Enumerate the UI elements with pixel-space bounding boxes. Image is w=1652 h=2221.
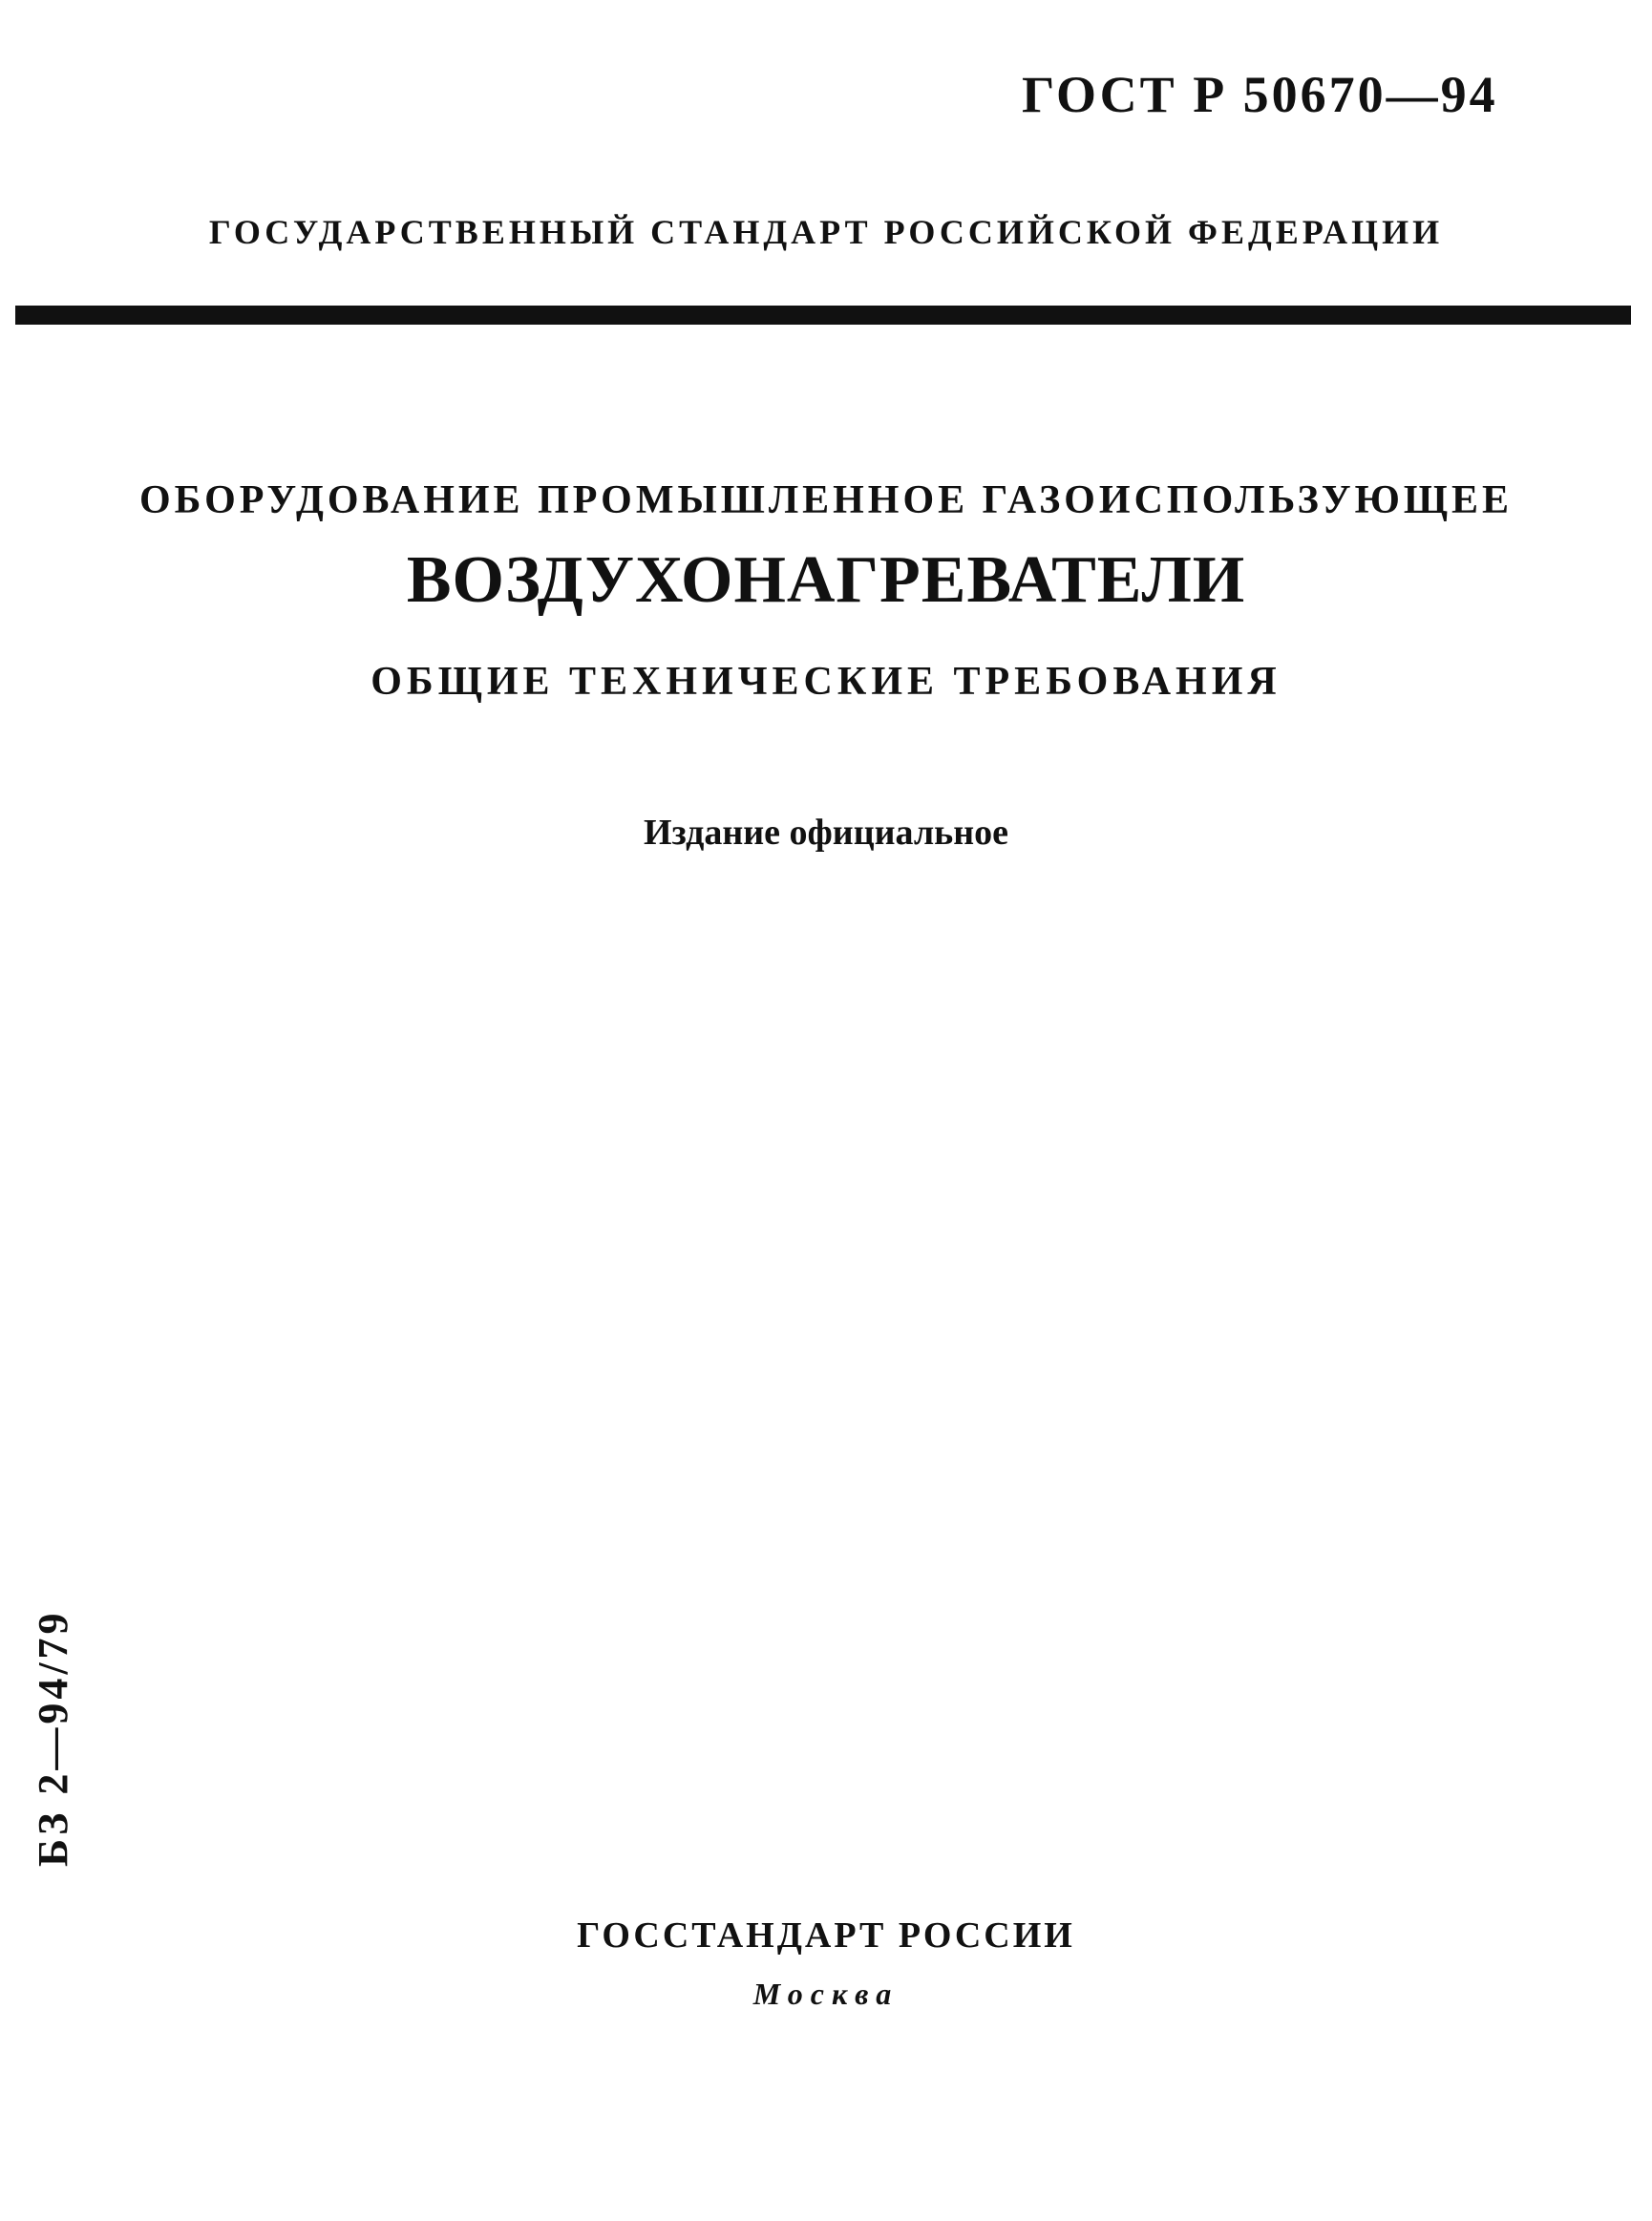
document-title-main: ОБОРУДОВАНИЕ ПРОМЫШЛЕННОЕ ГАЗОИСПОЛЬЗУЮЩЕЕ <box>138 478 1514 522</box>
document-subtitle: ОБЩИЕ ТЕХНИЧЕСКИЕ ТРЕБОВАНИЯ <box>371 660 1281 704</box>
publisher: ГОССТАНДАРТ РОССИИ <box>577 1915 1075 1956</box>
publication-city: Москва <box>752 1977 900 2011</box>
header-divider <box>15 306 1631 325</box>
document-number: ГОСТ Р 50670—94 <box>1022 66 1498 123</box>
standard-header: ГОСУДАРСТВЕННЫЙ СТАНДАРТ РОССИЙСКОЙ ФЕДЕРАЦИИ <box>208 213 1444 251</box>
side-catalog-code: БЗ 2—94/79 <box>30 1609 76 1867</box>
edition-note: Издание официальное <box>643 813 1008 853</box>
document-title-product: ВОЗДУХОНАГРЕВАТЕЛИ <box>406 543 1246 617</box>
